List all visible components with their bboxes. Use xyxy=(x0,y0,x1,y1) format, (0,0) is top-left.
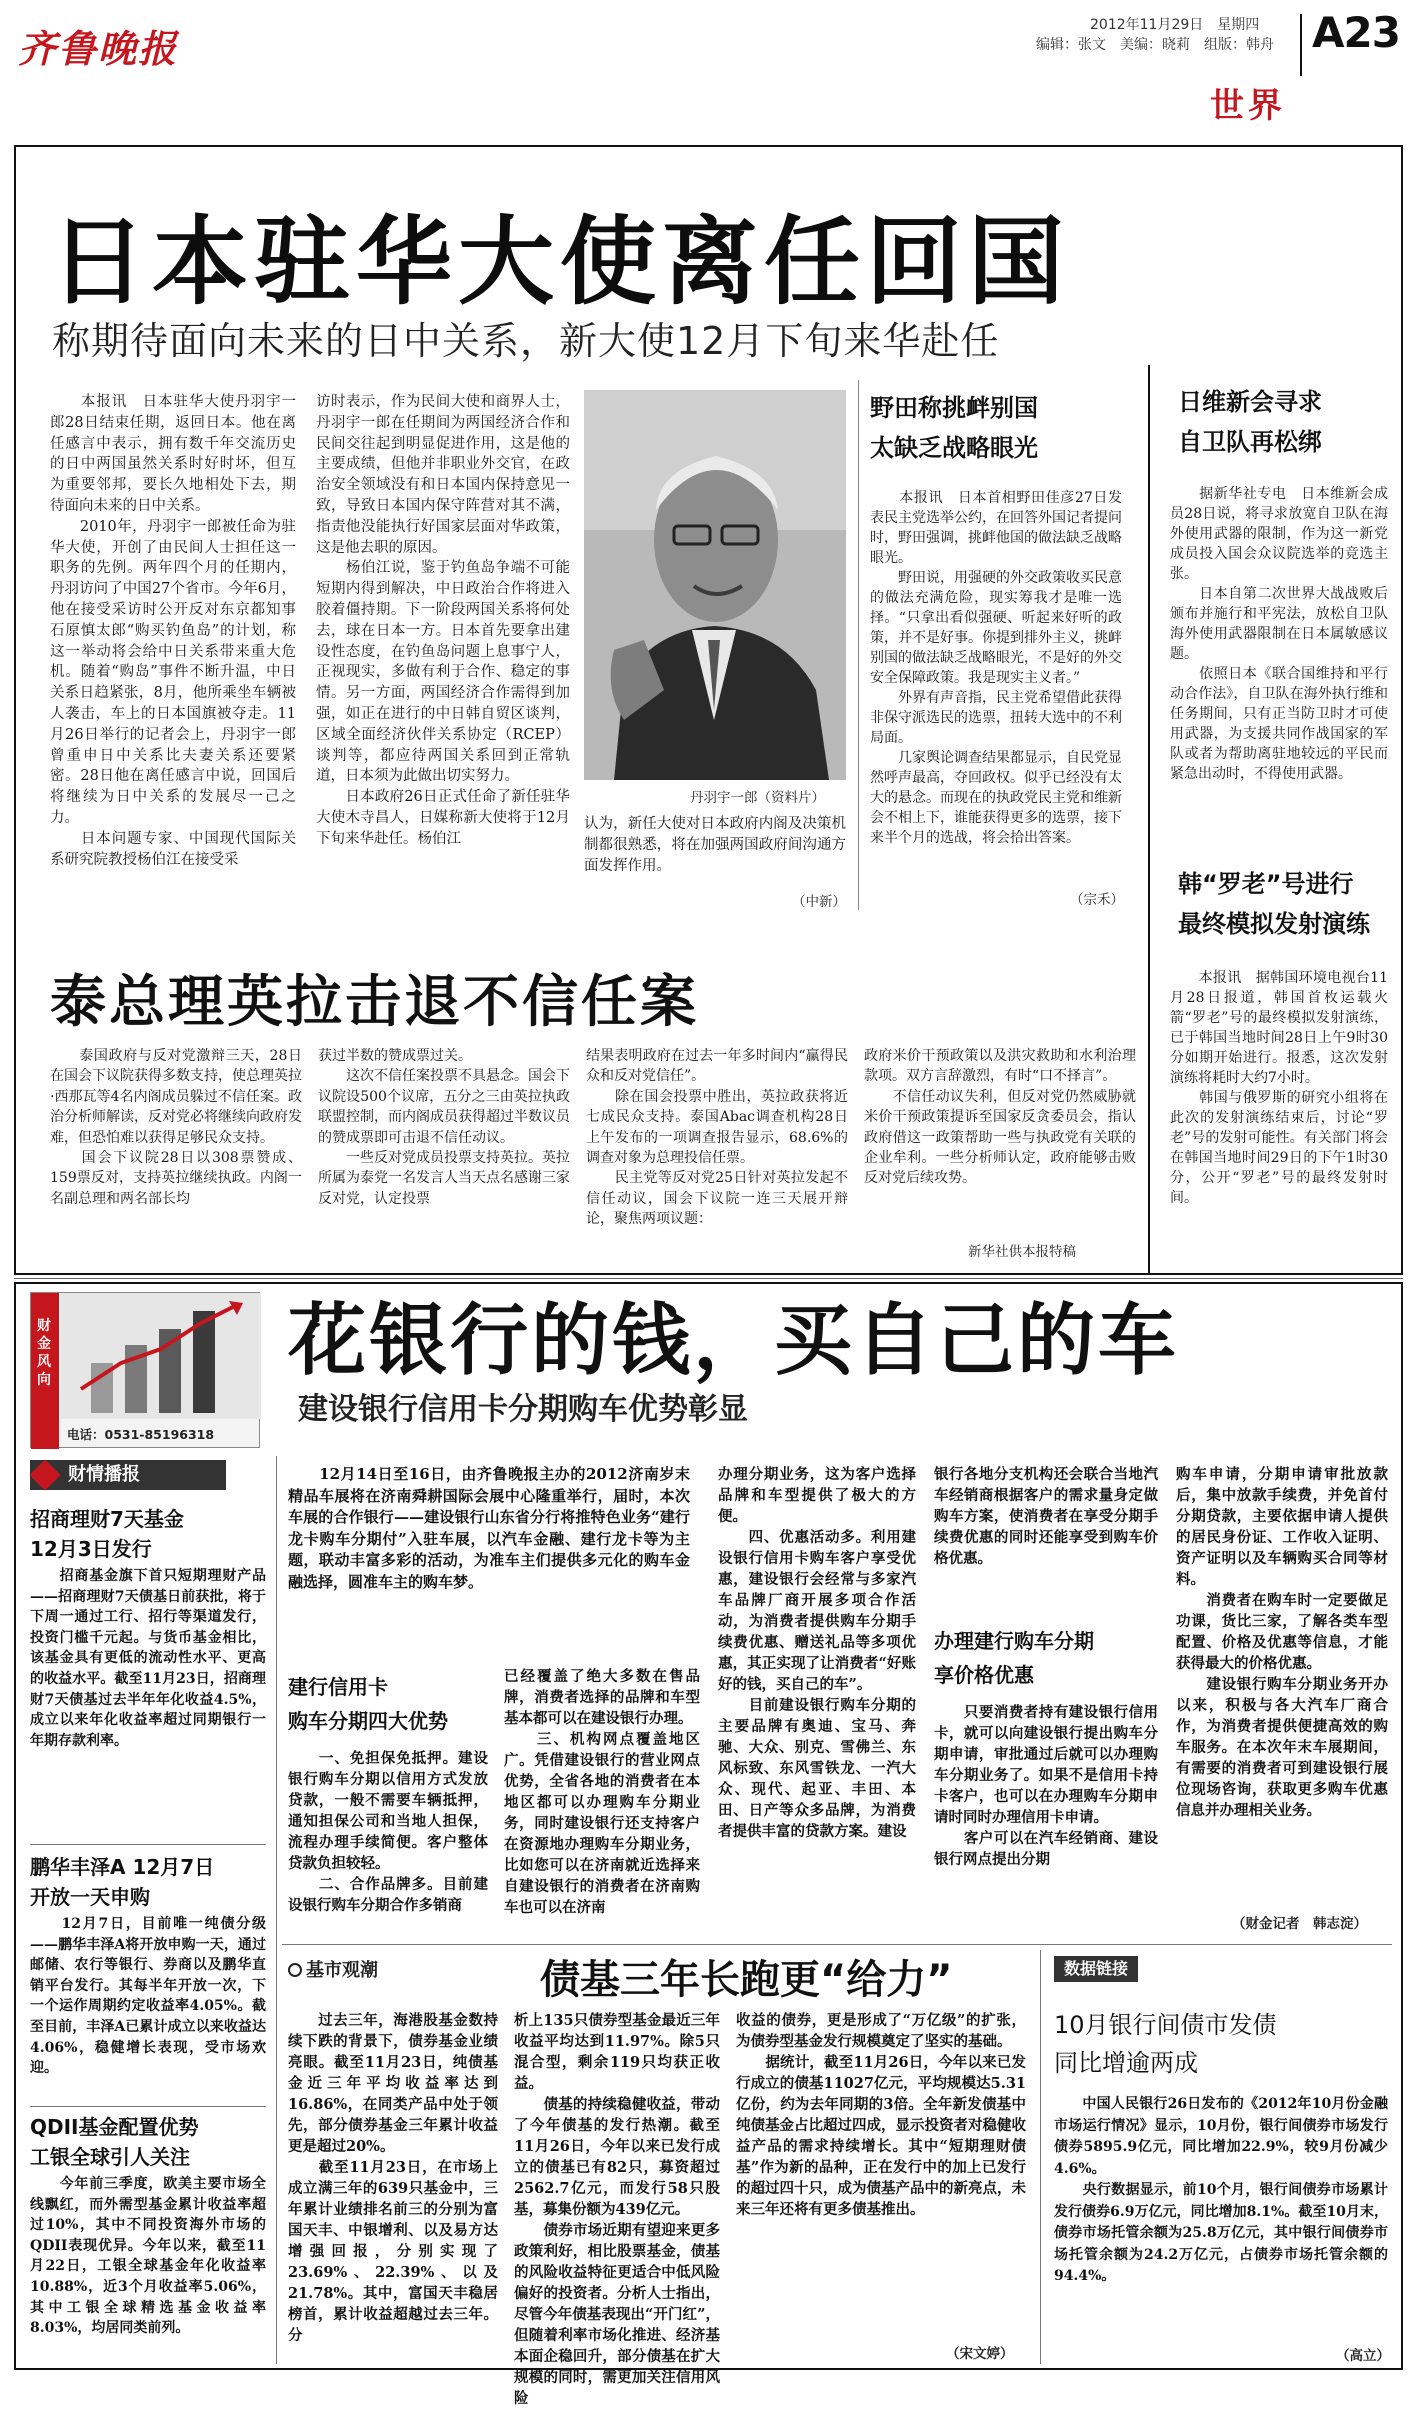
left-item1-title: 招商理财7天基金 12月3日发行 xyxy=(30,1507,184,1561)
data-label: 数据链接 xyxy=(1054,1956,1138,1982)
bonds-circle-icon xyxy=(288,1963,302,1977)
lead-headline: 日本驻华大使离任回国 xyxy=(50,206,1070,318)
finance-phone: 电话：0531-85196318 xyxy=(67,1427,215,1442)
finance-source: （财金记者 韩志淀） xyxy=(1232,1916,1367,1932)
finance-col2: 已经覆盖了绝大多数在售品牌，消费者选择的品牌和车型基本都可以在建设银行办理。 三、机构网点覆盖地区广。凭借建设银行的营业网点优势，全省各地的消费者在本地区都可以办理购车分期业务，同时建设银行还支持客户在资源地办理购车分期业务，比如您可以在济南就近选择来自建设银行的消费者在济南购车也可以在济南 xyxy=(504,1668,700,1916)
bonds-col2: 析上135只债券型基金最近三年收益平均达到11.97%。除5只混合型，剩余119只均获正收益。 债基的持续稳健收益，带动了今年债基的发行热潮。截至11月26日，今年以来已发行成立的债基已有82只，募资超过2562.7亿元，而发行58只股基，募集份额为439亿元。 债券市场近期有望迎来更多政策利好，相比股票基金，债基的风险收益特征更适合中低风险偏好的投资者。分析人士指出，尽管今年债基表现出“开门红”，但随着利率市场化推进、经济基本面企稳回升，部分债基在扩大规模的同时，需更加关注信用风险 xyxy=(514,2012,720,2407)
finance-lead-text: 12月14日至16日，由齐鲁晚报主办的2012济南岁末精品车展将在济南舜耕国际会展中心隆重举行，届时，本次车展的合作银行——建设银行山东省分行将推特色业务“建行龙卡购车分期付”入驻车展，以汽车金融、建行龙卡等为主题，联动丰富多彩的活动，为准车主们提供多元化的购车金融选择，圆准车主的购车梦。 xyxy=(288,1465,690,1591)
data-source: （高立） xyxy=(1336,2348,1390,2364)
thai-headline: 泰总理英拉击退不信任案 xyxy=(50,970,699,1035)
section-name: 世界 xyxy=(1210,86,1286,126)
finance-tag: 财金风向 xyxy=(37,1318,51,1388)
bonds-col3: 收益的债券，更是形成了“万亿级”的扩张，为债券型基金发行规模奠定了坚实的基础。 据统计，截至11月26日，今年以来已发行成立的债基11027亿元，平均规模达5.31亿份，约为去年同期的3倍。全年新发债基中纯债基金占比超过四成，显示投资者对稳健收益产品的需求持续增长。其中“短期理财债基”作为新的品种，正在发行中的加上已发行的超过四十只，成为债基产品中的新亮点，未来三年还将有更多债基推出。 xyxy=(736,2012,1026,2218)
data-headline: 10月银行间债市发债 同比增逾两成 xyxy=(1054,2011,1277,2077)
noda-text: 本报讯 日本首相野田佳彦27日发表民主党选举公约，在回答外国记者提问时，野田强调，挑衅他国的做法缺乏战略眼光。 野田说，用强硬的外交政策收买民意的做法充满危险，现实筹我才是唯一选择。“只拿出看似强硬、听起来好听的政策，并不是好事。你提到排外主义，挑衅别国的做法缺乏战略眼光，不是好的外交安全保障政策。我是现实主义者。” 外界有声音指，民主党希望借此获得非保守派选民的选票，扭转大选中的不利局面。 几家舆论调查结果都显示，自民党显然呼声最高，夺回政权。似乎已经没有太大的悬念。而现在的执政党民主党和维新会不相上下，谁能获得更多的选票，接下来半个月的选战，将会拾出答案。 xyxy=(870,490,1122,846)
bonds-headline: 债基三年长跑更“给力” xyxy=(540,1957,953,2003)
lead-column-2: 访时表示，作为民间大使和商界人士，丹羽宇一郎在任期间为两国经济合作和民间交往起到明显促进作用，这是他的主要成绩，但他并非职业外交官，在政治安全领域没有和日本国内保持意见一致，导致日本国内保守阵营对其不满，指责他没能执行好国家层面对华政策，这是他去职的原因。 杨伯江说，鉴于钓鱼岛争端不可能短期内得到解决，中日政治合作将进入胶着僵持期。下一阶段两国关系将何处去，球在日本一方。日本首先要拿出建设性态度，在钓鱼岛问题上息事宁人，正视现实，多做有利于合作、稳定的事情。另一方面，两国经济合作需得到加强，如正在进行的中日韩自贸区谈判，区域全面经济伙伴关系协定（RCEP）谈判等，都应待两国关系回到正常轨道，日本须为此做出切实努力。 日本政府26日正式任命了新任驻华大使木寺昌人，日媒称新大使将于12月下旬来华赴任。杨伯江 xyxy=(316,394,570,847)
page-credits: 编辑：张文 美编：晓莉 组版：韩舟 xyxy=(1036,37,1274,53)
finance-headline: 花银行的钱，买自己的车 xyxy=(288,1295,1180,1386)
thai-source: 新华社供本报特稿 xyxy=(968,1244,1076,1260)
left-item2-text: 12月7日，目前唯一纯债分级——鹏华丰泽A将开放申购一天，通过邮储、农行等银行、券商以及鹏华直销平台发行。其每半年开放一次，下一个运作周期约定收益率4.05%。截至目前，丰泽A已累计成立以来收益达4.06%，稳健增长表现，受市场欢迎。 xyxy=(30,1916,266,2077)
finance-col4b: 只要消费者持有建设银行信用卡，就可以向建设银行提出购车分期申请，审批通过后就可以办理购车分期业务了。如果不是信用卡持卡客户，也可以在办理购车分期申请时同时办理信用卡申请。 客户可以在汽车经销商、建设银行网点提出分期 xyxy=(934,1704,1158,1868)
ishin-headline: 日维新会寻求 自卫队再松绑 xyxy=(1178,388,1322,456)
thai-column-3: 结果表明政府在过去一年多时间内“赢得民众和反对党信任”。 除在国会投票中胜出，英拉政获将近七成民众支持。泰国Abac调查机构28日上午发布的一项调查报告显示，68.6%的调查对象为总理投信任票。 民主党等反对党25日针对英拉发起不信任动议，国会下议院一连三天展开辩论，聚焦两项议题： xyxy=(586,1048,848,1228)
finance-sub1-title: 建行信用卡 购车分期四大优势 xyxy=(288,1675,448,1733)
ambassador-photo xyxy=(584,390,846,780)
lead-source: （中新） xyxy=(792,894,846,910)
ishin-text: 据新华社专电 日本维新会成员28日说，将寻求放宽自卫队在海外使用武器的限制，作为这一新党成员投入国会众议院选举的竞选主张。 日本自第二次世界大战战败后颁布并施行和平宪法，放松自卫队海外使用武器限制在日本属敏感议题。 依照日本《联合国维持和平行动合作法》，自卫队在海外执行维和任务期间，只有正当防卫时才可使用武器，为支援共同作战国家的军队或者为帮助离驻地较远的平民而紧急出动时，不得使用武器。 xyxy=(1170,486,1388,782)
lead-column-1: 本报讯 日本驻华大使丹羽宇一郎28日结束任期，返回日本。他在离任感言中表示，拥有数千年交流历史的日中两国虽然关系时好时坏，但互为重要邻邦，要长久地相处下去，期待面向未来的日中关系。 2010年，丹羽宇一郎被任命为驻华大使，开创了由民间人士担任这一职务的先例。两年四个月的任期内，丹羽访问了中国27个省市。今年6月，他在接受采访时公开反对东京都知事石原慎太郎“购买钓鱼岛”的计划，称这一举动将会给中日关系带来重大危机。随着“购岛”事件不断升温，中日关系日趋紧张，8月，他所乘坐车辆被人袭击，车上的日本国旗被夺走。11月26日举行的记者会上，丹羽宇一郎曾重申日中关系比夫妻关系还要紧密。28日他在离任感言中说，回国后将继续为日中关系的发展尽一己之力。 日本问题专家、中国现代国际关系研究院教授杨伯江在接受采 xyxy=(50,394,296,868)
lead-subhead: 称期待面向未来的日中关系，新大使12月下旬来华赴任 xyxy=(52,319,1000,363)
thai-column-4: 政府米价干预政策以及洪灾救助和水利治理款项。双方言辞激烈，有时“口不择言”。 不信任动议失利，但反对党仍然威胁就米价干预政策提诉至国家反贪委员会，指认政府借这一政策帮助一些与执政党有关联的企业牟利。一些分析师认定，政府能够击败反对党后续攻势。 xyxy=(864,1048,1136,1187)
page-number: A23 xyxy=(1312,8,1400,57)
left-column-header: 财情播报 xyxy=(30,1460,226,1490)
growth-chart-icon xyxy=(61,1293,261,1419)
newspaper-logo: 齐鲁晚报 xyxy=(18,26,179,71)
korea-headline: 韩“罗老”号进行 最终模拟发射演练 xyxy=(1178,870,1370,938)
photo-caption: 丹羽宇一郎（资料片） xyxy=(690,790,825,806)
finance-col4: 银行各地分支机构还会联合当地汽车经销商根据客户的需求量身定做购车方案，使消费者在享受分期手续费优惠的同时还能享受到购车价格优惠。 xyxy=(934,1466,1158,1567)
korea-text: 本报讯 据韩国环境电视台11月28日报道，韩国首枚运载火箭“罗老”号的最终模拟发射演练，已于韩国当地时间28日上午9时30分如期开始进行。报悉，这次发射演练将耗时大约7小时。 韩国与俄罗斯的研究小组将在此次的发射演练结束后，讨论“罗老”号的发射可能性。有关部门将会在韩国当地时间29日的下午1时30分，公开“罗老”号的最终发射时间。 xyxy=(1170,970,1388,1206)
portrait-figure xyxy=(584,390,846,780)
finance-tag-box xyxy=(30,1292,260,1448)
bonds-source: （宋文婷） xyxy=(946,2346,1014,2362)
left-item2-title: 鹏华丰泽A 12月7日 开放一天申购 xyxy=(30,1855,215,1909)
data-text: 中国人民银行26日发布的《2012年10月份金融市场运行情况》显示，10月份，银行间债券市场发行债券5895.9亿元，同比增加22.9%，较9月份减少4.6%。 央行数据显示，前10个月，银行间债券市场累计发行债券6.9万亿元，同比增加8.1%。截至10月末，债券市场托管余额为25.8万亿元，其中银行间债券市场托管余额为24.2万亿元，占债券市场托管余额的94.4%。 xyxy=(1054,2096,1388,2284)
bonds-label: 基市观潮 xyxy=(288,1956,378,1982)
finance-col3: 办理分期业务，这为客户选择品牌和车型提供了极大的方便。 四、优惠活动多。利用建设银行信用卡购车客户享受优惠，建设银行会经常与多家汽车品牌厂商开展多项合作活动，为消费者提供购车分期手续费优惠、赠送礼品等多项优惠，其正实现了让消费者“好账好的钱，买自己的车”。 目前建设银行购车分期的主要品牌有奥迪、宝马、奔驰、大众、别克、雪佛兰、东风标致、东风雪铁龙、一汽大众、现代、起亚、丰田、本田、日产等众多品牌，为消费者提供丰富的贷款方案。建设 xyxy=(718,1466,916,1840)
thai-column-2: 获过半数的赞成票过关。 这次不信任案投票不具悬念。国会下议院设500个议席，五分之三由英拉执政联盟控制，而内阁成员获得超过半数议员的赞成票即可击退不信任动议。 一些反对党成员投票支持英拉。英拉所属为泰党一名发言人当天点名感谢三家反对党，认定投票 xyxy=(318,1048,570,1207)
left-item3-title: QDII基金配置优势 工银全球引人关注 xyxy=(30,2115,199,2169)
lead-column-3: 认为，新任大使对日本政府内阁及决策机制都很熟悉，将在加强两国政府间沟通方面发挥作用。 xyxy=(584,816,846,874)
issue-date: 2012年11月29日 星期四 xyxy=(1090,17,1260,33)
left-item1-text: 招商基金旗下首只短期理财产品——招商理财7天债基日前获批，将于下周一通过工行、招行等渠道发行，投资门槛千元起。与货币基金相比，该基金具有更低的流动性水平、更高的收益水平。截至11月23日，招商理财7天债基过去半年年化收益4.5%，成立以来年化收益率超过同期银行一年期存款利率。 xyxy=(30,1568,266,1749)
finance-col1: 一、免担保免抵押。建设银行购车分期以信用方式发放贷款，一般不需要车辆抵押，通知担保公司和当地人担保，流程办理手续简便。客户整体贷款负担较轻。 二、合作品牌多。目前建设银行购车分期合作多销商 xyxy=(288,1750,488,1914)
finance-subhead: 建设银行信用卡分期购车优势彰显 xyxy=(298,1392,748,1427)
bonds-col1: 过去三年，海港股基金数持续下跌的背景下，债券基金业绩亮眼。截至11月23日，纯债基金近三年平均收益率达到16.86%，在同类产品中处于领先，部分债券基金三年累计收益更是超过20%。 截至11月23日，在市场上成立满三年的639只基金中，三年累计业绩排名前三的分别为富国天丰、中银增利、以及易方达增强回报，分别实现了23.69%、22.39%、以及21.78%。其中，富国天丰稳居榜首，累计收益超越过去三年。分 xyxy=(288,2012,498,2344)
finance-col5: 购车申请，分期申请审批放款后，集中放款手续费，并免首付分期贷款，主要依据申请人提供的居民身份证、工作收入证明、资产证明以及车辆购买合同等材料。 消费者在购车时一定要做足功课，货比三家，了解各类车型配置、价格及优惠等信息，才能获得最大的价格优惠。 建设银行购车分期业务开办以来，积极与各大汽车厂商合作，为消费者提供便捷高效的购车服务。在本次年末车展期间，有需要的消费者可到建设银行展位现场咨询，获取更多购车优惠信息并办理相关业务。 xyxy=(1176,1466,1388,1819)
noda-headline: 野田称挑衅别国 太缺乏战略眼光 xyxy=(870,394,1038,462)
thai-column-1: 泰国政府与反对党激辩三天，28日在国会下议院获得多数支持，使总理英拉·西那瓦等4名内阁成员躲过不信任案。政治分析师解读，反对党必将继续向政府发难，但恐怕难以获得足够民众支持。 国会下议院28日以308票赞成、159票反对，支持英拉继续执政。内阁一名副总理和两名部长均 xyxy=(50,1048,302,1207)
left-item3-text: 今年前三季度，欧美主要市场全线飘红，而外需型基金累计收益率超过10%，其中不同投资海外市场的QDII表现优异。今年以来，截至11月22日，工银全球基金年化收益率10.88%，近3个月收益率5.06%，其中工银全球精选基金收益率8.03%，均居同类前列。 xyxy=(30,2176,266,2337)
noda-source: （宗禾） xyxy=(1070,892,1124,908)
finance-sub2-title: 办理建行购车分期 享价格优惠 xyxy=(934,1629,1094,1687)
